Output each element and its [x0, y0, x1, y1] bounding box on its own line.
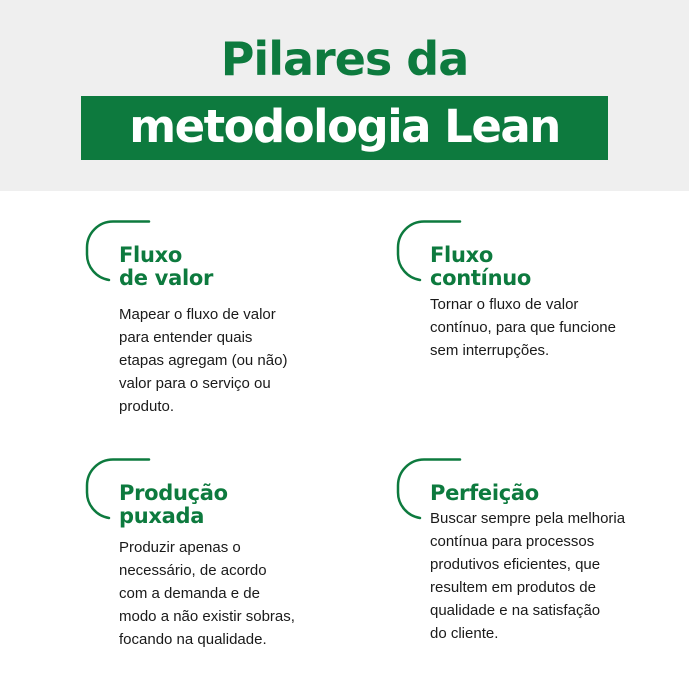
card-fluxo-de-valor [85, 220, 345, 420]
card-description-line: contínuo, para que funcione [430, 319, 616, 336]
card-description-line: Tornar o fluxo de valor [430, 296, 579, 313]
card-title [430, 482, 539, 505]
card-description-line: Buscar sempre pela melhoria [430, 510, 626, 527]
card-description [119, 536, 295, 651]
card-fluxo-continuo [396, 220, 676, 380]
card-description-line: Produzir apenas o [119, 539, 241, 556]
card-description [430, 507, 625, 645]
card-description-line: Mapear o fluxo de valor [119, 306, 276, 323]
card-description-line: produto. [119, 398, 175, 415]
card-title [119, 244, 213, 290]
card-description-line: para entender quais [119, 329, 253, 346]
card-title [119, 482, 228, 528]
card-description-line: do cliente. [430, 625, 499, 642]
card-description-line: etapas agregam (ou não) [119, 352, 288, 369]
page-title-line2: metodologia Lean [129, 100, 560, 153]
card-description-line: qualidade e na satisfação [430, 602, 601, 619]
header-banner [0, 0, 689, 191]
card-title-line: puxada [119, 504, 205, 528]
card-description [430, 293, 616, 362]
card-description-line: sem interrupções. [430, 342, 550, 359]
page-title-line1: Pilares da [220, 32, 469, 86]
card-description-line: produtivos eficientes, que [430, 556, 601, 573]
card-description-line: necessário, de acordo [119, 562, 267, 579]
card-description [119, 303, 287, 418]
card-description-line: valor para o serviço ou [119, 375, 271, 392]
title-highlight-box [81, 96, 608, 160]
card-description-line: contínua para processos [430, 533, 595, 550]
card-perfeicao [396, 458, 681, 658]
card-description-line: com a demanda e de [119, 585, 260, 602]
card-title-line: contínuo [430, 266, 531, 290]
card-title-line: Fluxo [430, 243, 493, 267]
card-description-line: modo a não existir sobras, [119, 608, 295, 625]
card-description-line: focando na qualidade. [119, 631, 267, 648]
card-producao-puxada [85, 458, 345, 658]
card-title-line: de valor [119, 266, 214, 290]
card-title-line: Produção [119, 481, 228, 505]
card-description-line: resultem em produtos de [430, 579, 596, 596]
card-title-line: Fluxo [119, 243, 182, 267]
card-title-line: Perfeição [430, 481, 539, 505]
card-title [430, 244, 531, 290]
